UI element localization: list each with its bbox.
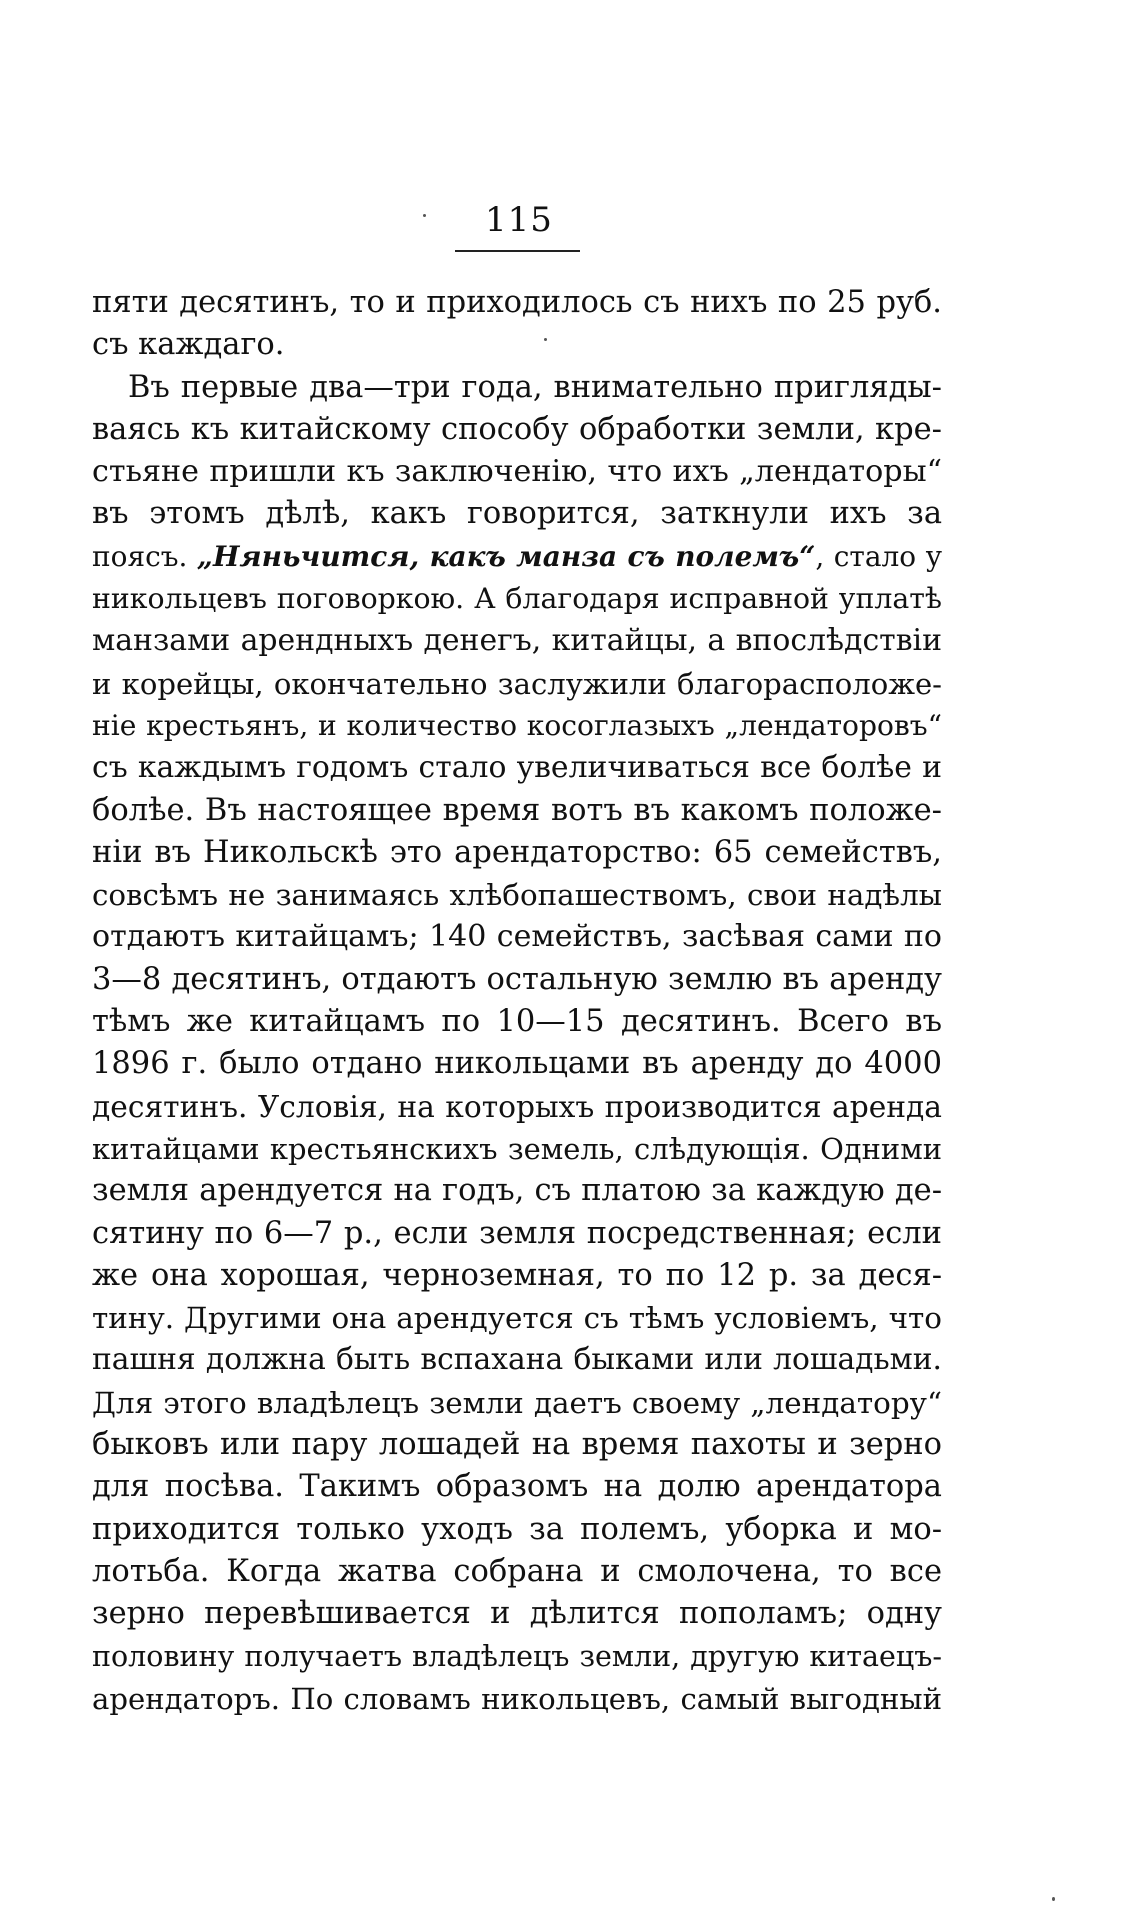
- page-number-rule: [455, 250, 580, 252]
- text-line: 1896 г. было отдано никольцами въ аренду до 4000: [92, 1046, 942, 1082]
- text-line: ніе крестьянъ, и количество косоглазыхъ „лендаторовъ“: [92, 708, 942, 742]
- text-line: пяти десятинъ, то и приходилось съ нихъ по 25 руб.: [92, 285, 942, 320]
- text-line: лотьба. Когда жатва собрана и смолочена, то все: [92, 1553, 942, 1589]
- text-line: зерно перевѣшивается и дѣлится пополамъ; одну: [92, 1596, 942, 1632]
- text-line: съ каждаго.: [92, 327, 285, 363]
- text-fragment: поясъ.: [92, 539, 197, 573]
- text-line: болѣе. Въ настоящее время вотъ въ какомъ положе-: [92, 792, 942, 828]
- text-line: приходится только уходъ за полемъ, уборка и мо-: [92, 1511, 942, 1547]
- scan-speck: [423, 214, 426, 217]
- text-line: отдаютъ китайцамъ; 140 семействъ, засѣвая сами по: [92, 919, 942, 955]
- scan-speck: [544, 338, 547, 341]
- text-line: манзами арендныхъ денегъ, китайцы, а впослѣдствіи: [92, 623, 942, 659]
- text-line: же она хорошая, черноземная, то по 12 р. за деся-: [92, 1257, 942, 1293]
- text-line: Для этого владѣлецъ земли даетъ своему „лендатору“: [92, 1385, 942, 1420]
- text-line: въ этомъ дѣлѣ, какъ говорится, заткнули ихъ за: [92, 496, 942, 532]
- text-line: тину. Другими она арендуется съ тѣмъ условіемъ, что: [92, 1301, 942, 1336]
- text-line: земля арендуется на годъ, съ платою за каждую де-: [92, 1173, 942, 1209]
- text-line: для посѣва. Такимъ образомъ на долю арендатора: [92, 1469, 942, 1505]
- text-line-with-quote: [92, 536, 942, 578]
- italic-saying: „Няньчится, какъ манза съ полемъ“: [196, 539, 816, 573]
- text-line: тѣмъ же китайцамъ по 10—15 десятинъ. Всего въ: [92, 1004, 942, 1040]
- text-line: десятинъ. Условія, на которыхъ производится аренда: [92, 1088, 942, 1124]
- text-line: китайцами крестьянскихъ земель, слѣдующія. Одними: [92, 1131, 942, 1166]
- text-line: быковъ или пару лошадей на время пахоты и зерно: [92, 1427, 942, 1463]
- text-line: Въ первые два—три года, внимательно пригляды-: [128, 369, 942, 405]
- text-line: пашня должна быть вспахана быками или лошадьми.: [92, 1342, 942, 1378]
- text-line: ніи въ Никольскѣ это арендаторство: 65 семействъ,: [92, 834, 942, 870]
- page-number: 115: [485, 200, 553, 240]
- text-line: арендаторъ. По словамъ никольцевъ, самый выгодный: [92, 1681, 942, 1716]
- text-line: и корейцы, окончательно заслужили благорасположе-: [92, 666, 942, 701]
- text-line: никольцевъ поговоркою. А благодаря исправной уплатѣ: [92, 582, 942, 616]
- scan-speck: [1052, 1897, 1055, 1901]
- text-line: 3—8 десятинъ, отдаютъ остальную землю въ аренду: [92, 961, 942, 997]
- text-line: ваясь къ китайскому способу обработки земли, кре-: [92, 411, 942, 447]
- text-line: сятину по 6—7 р., если земля посредственная; если: [92, 1215, 942, 1251]
- text-line: совсѣмъ не занимаясь хлѣбопашествомъ, свои надѣлы: [92, 878, 942, 913]
- text-line: стьяне пришли къ заключенію, что ихъ „лендаторы“: [92, 454, 942, 490]
- text-line: съ каждымъ годомъ стало увеличиваться все болѣе и: [92, 750, 942, 786]
- body-text: [92, 282, 942, 1720]
- text-fragment: , стало у: [815, 539, 943, 573]
- text-line: половину получаетъ владѣлецъ земли, другую китаецъ-: [92, 1639, 942, 1673]
